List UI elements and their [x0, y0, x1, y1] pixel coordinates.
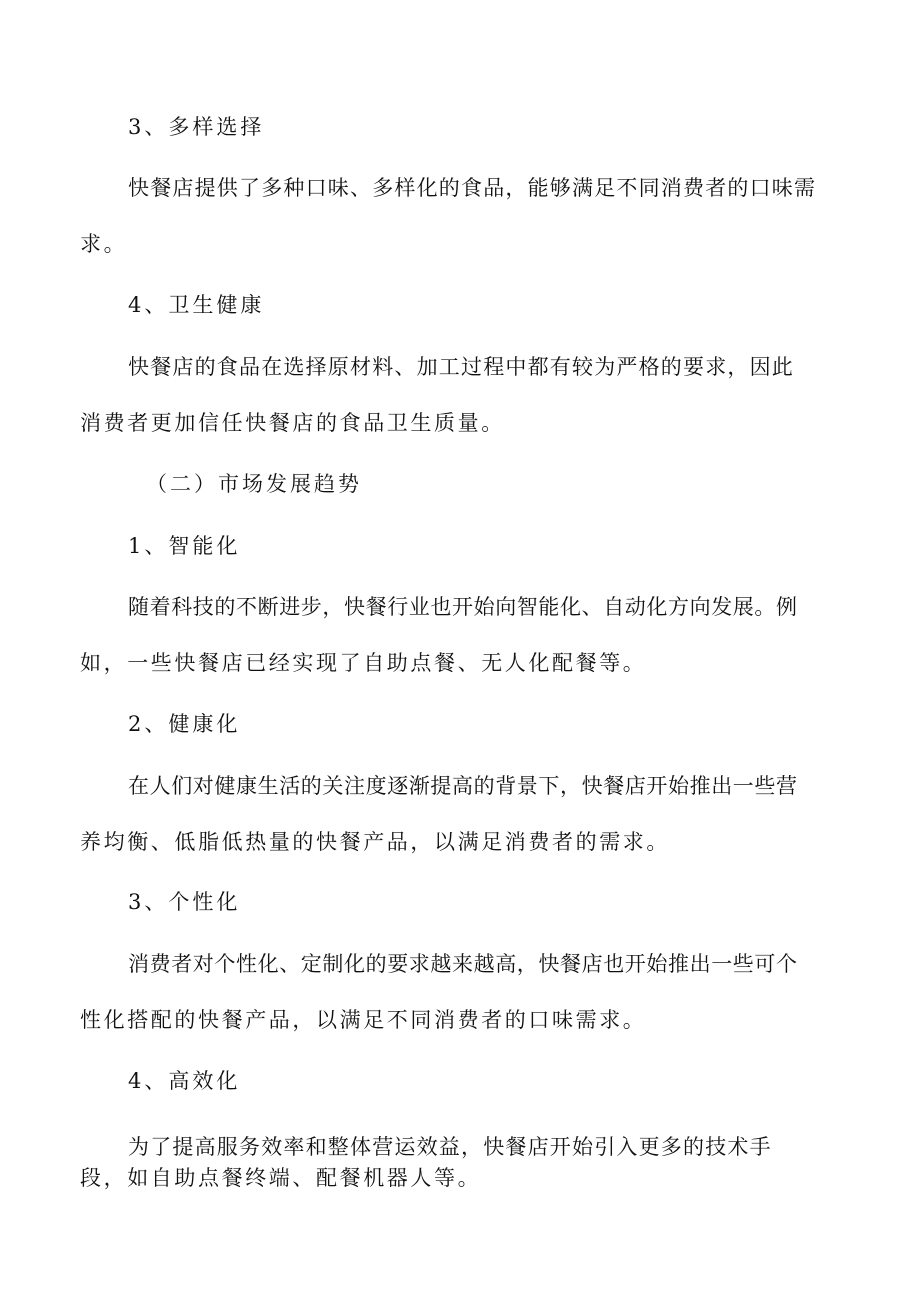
paragraph-line: 养均衡、低脂低热量的快餐产品，以满足消费者的需求。 — [80, 830, 670, 854]
paragraph-line: 为了提高服务效率和整体营运效益，快餐店开始引入更多的技术手 — [128, 1135, 772, 1159]
paragraph-line: 消费者对个性化、定制化的要求越来越高，快餐店也开始推出一些可个 — [128, 952, 798, 976]
heading-intelligent: 1、智能化 — [128, 534, 241, 558]
paragraph-line: 如，一些快餐店已经实现了自助点餐、无人化配餐等。 — [80, 651, 647, 675]
paragraph-line: 快餐店的食品在选择原材料、加工过程中都有较为严格的要求，因此 — [128, 355, 794, 379]
paragraph-line: 求。 — [80, 232, 128, 256]
section-title-market-trends: （二）市场发展趋势 — [146, 472, 362, 496]
paragraph-line: 段，如自助点餐终端、配餐机器人等。 — [80, 1166, 482, 1190]
paragraph-line: 性化搭配的快餐产品，以满足不同消费者的口味需求。 — [80, 1008, 647, 1032]
heading-variety-choice: 3、多样选择 — [128, 115, 265, 139]
paragraph-line: 在人们对健康生活的关注度逐渐提高的背景下，快餐店开始推出一些营 — [128, 774, 798, 798]
paragraph-line: 快餐店提供了多种口味、多样化的食品，能够满足不同消费者的口味需 — [128, 176, 817, 200]
heading-healthy: 2、健康化 — [128, 712, 241, 736]
heading-efficient: 4、高效化 — [128, 1069, 241, 1093]
paragraph-line: 消费者更加信任快餐店的食品卫生质量。 — [80, 411, 505, 435]
heading-personalized: 3、个性化 — [128, 890, 241, 914]
paragraph-line: 随着科技的不断进步，快餐行业也开始向智能化、自动化方向发展。例 — [128, 595, 798, 619]
heading-hygiene-health: 4、卫生健康 — [128, 293, 265, 317]
